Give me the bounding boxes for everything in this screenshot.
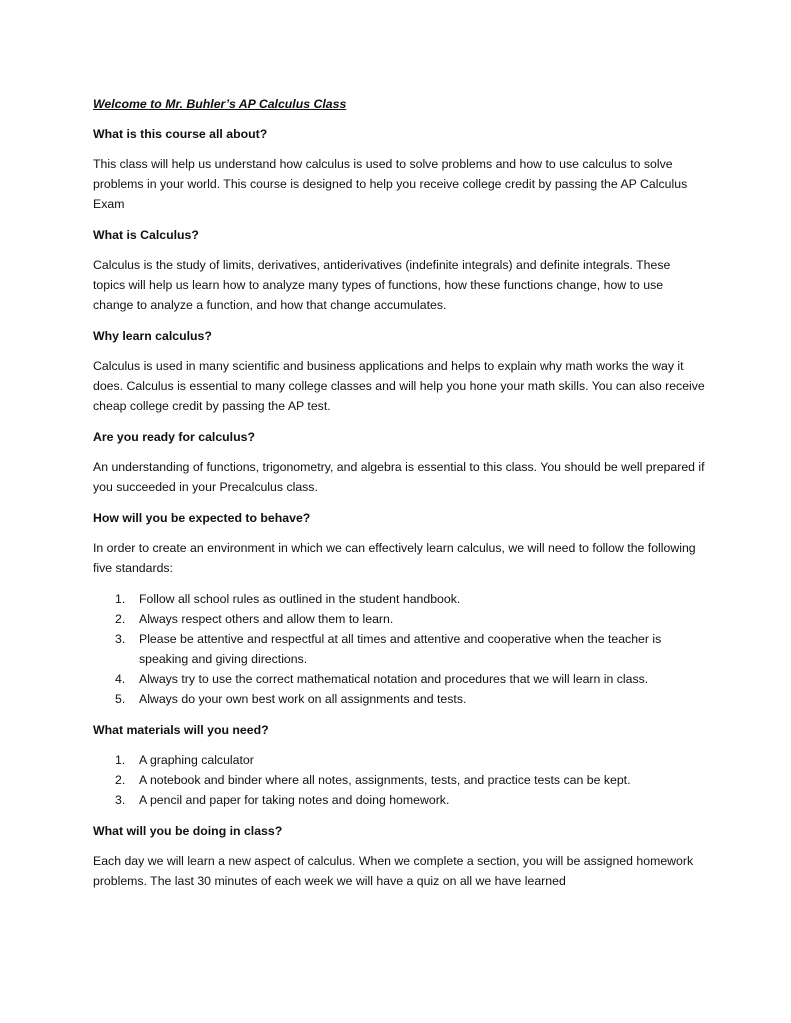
section-heading-behavior: How will you be expected to behave? <box>93 511 311 525</box>
list-item-text: Follow all school rules as outlined in the student handbook. <box>139 592 461 606</box>
section-heading-ready: Are you ready for calculus? <box>93 430 255 444</box>
section-body-in-class: Each day we will learn a new aspect of calculus. When we complete a section, you will be assigned homework problems. The last 30 minutes of each week we will have a quiz on all we have learned <box>93 854 694 888</box>
section-heading-why-learn: Why learn calculus? <box>93 329 212 343</box>
list-item <box>93 589 705 609</box>
section-heading-in-class: What will you be doing in class? <box>93 824 283 838</box>
list-item-text: A pencil and paper for taking notes and doing homework. <box>139 793 450 807</box>
section-body-what-is-calculus: Calculus is the study of limits, derivatives, antiderivatives (indefinite integrals) and definite integrals. These topics will help us learn how to analyze many types of functions, how these functions change, how to use change to analyze a function, and how that change accumulates. <box>93 258 671 312</box>
list-item-number: 4. <box>115 672 126 686</box>
list-item-text: A graphing calculator <box>139 753 254 767</box>
list-item-text: Always do your own best work on all assignments and tests. <box>139 692 467 706</box>
list-item-number: 3. <box>115 632 126 646</box>
behavior-standards-list <box>93 589 705 709</box>
list-item <box>93 750 705 770</box>
list-item <box>93 609 705 629</box>
list-item <box>93 790 705 810</box>
section-heading-what-is-calculus: What is Calculus? <box>93 228 199 242</box>
section-body-ready: An understanding of functions, trigonometry, and algebra is essential to this class. You should be well prepared if you succeeded in your Precalculus class. <box>93 460 705 494</box>
list-item-text: Please be attentive and respectful at all times and attentive and cooperative when the teacher is speaking and giving directions. <box>139 632 662 666</box>
list-item-number: 2. <box>115 612 126 626</box>
list-item-number: 2. <box>115 773 126 787</box>
list-item-number: 1. <box>115 753 126 767</box>
list-item-number: 5. <box>115 692 126 706</box>
document-content <box>93 94 705 902</box>
list-item-number: 3. <box>115 793 126 807</box>
list-item <box>93 689 705 709</box>
section-heading-materials: What materials will you need? <box>93 723 269 737</box>
list-item <box>93 770 705 790</box>
section-body-behavior: In order to create an environment in which we can effectively learn calculus, we will need to follow the following five standards: <box>93 541 696 575</box>
list-item <box>93 629 705 669</box>
materials-list <box>93 750 705 810</box>
list-item-text: Always respect others and allow them to learn. <box>139 612 394 626</box>
section-body-course-about: This class will help us understand how calculus is used to solve problems and how to use calculus to solve problems in your world. This course is designed to help you receive college credit by passing the AP Calculus Exam <box>93 157 688 211</box>
section-heading-course-about: What is this course all about? <box>93 127 268 141</box>
list-item <box>93 669 705 689</box>
list-item-text: A notebook and binder where all notes, assignments, tests, and practice tests can be kept. <box>139 773 631 787</box>
list-item-number: 1. <box>115 592 126 606</box>
list-item-text: Always try to use the correct mathematical notation and procedures that we will learn in class. <box>139 672 649 686</box>
section-body-why-learn: Calculus is used in many scientific and business applications and helps to explain why math works the way it does. Calculus is essential to many college classes and will help you hone your math skills. You can also receive cheap college credit by passing the AP test. <box>93 359 705 413</box>
document-title: Welcome to Mr. Buhler’s AP Calculus Class <box>93 97 347 111</box>
